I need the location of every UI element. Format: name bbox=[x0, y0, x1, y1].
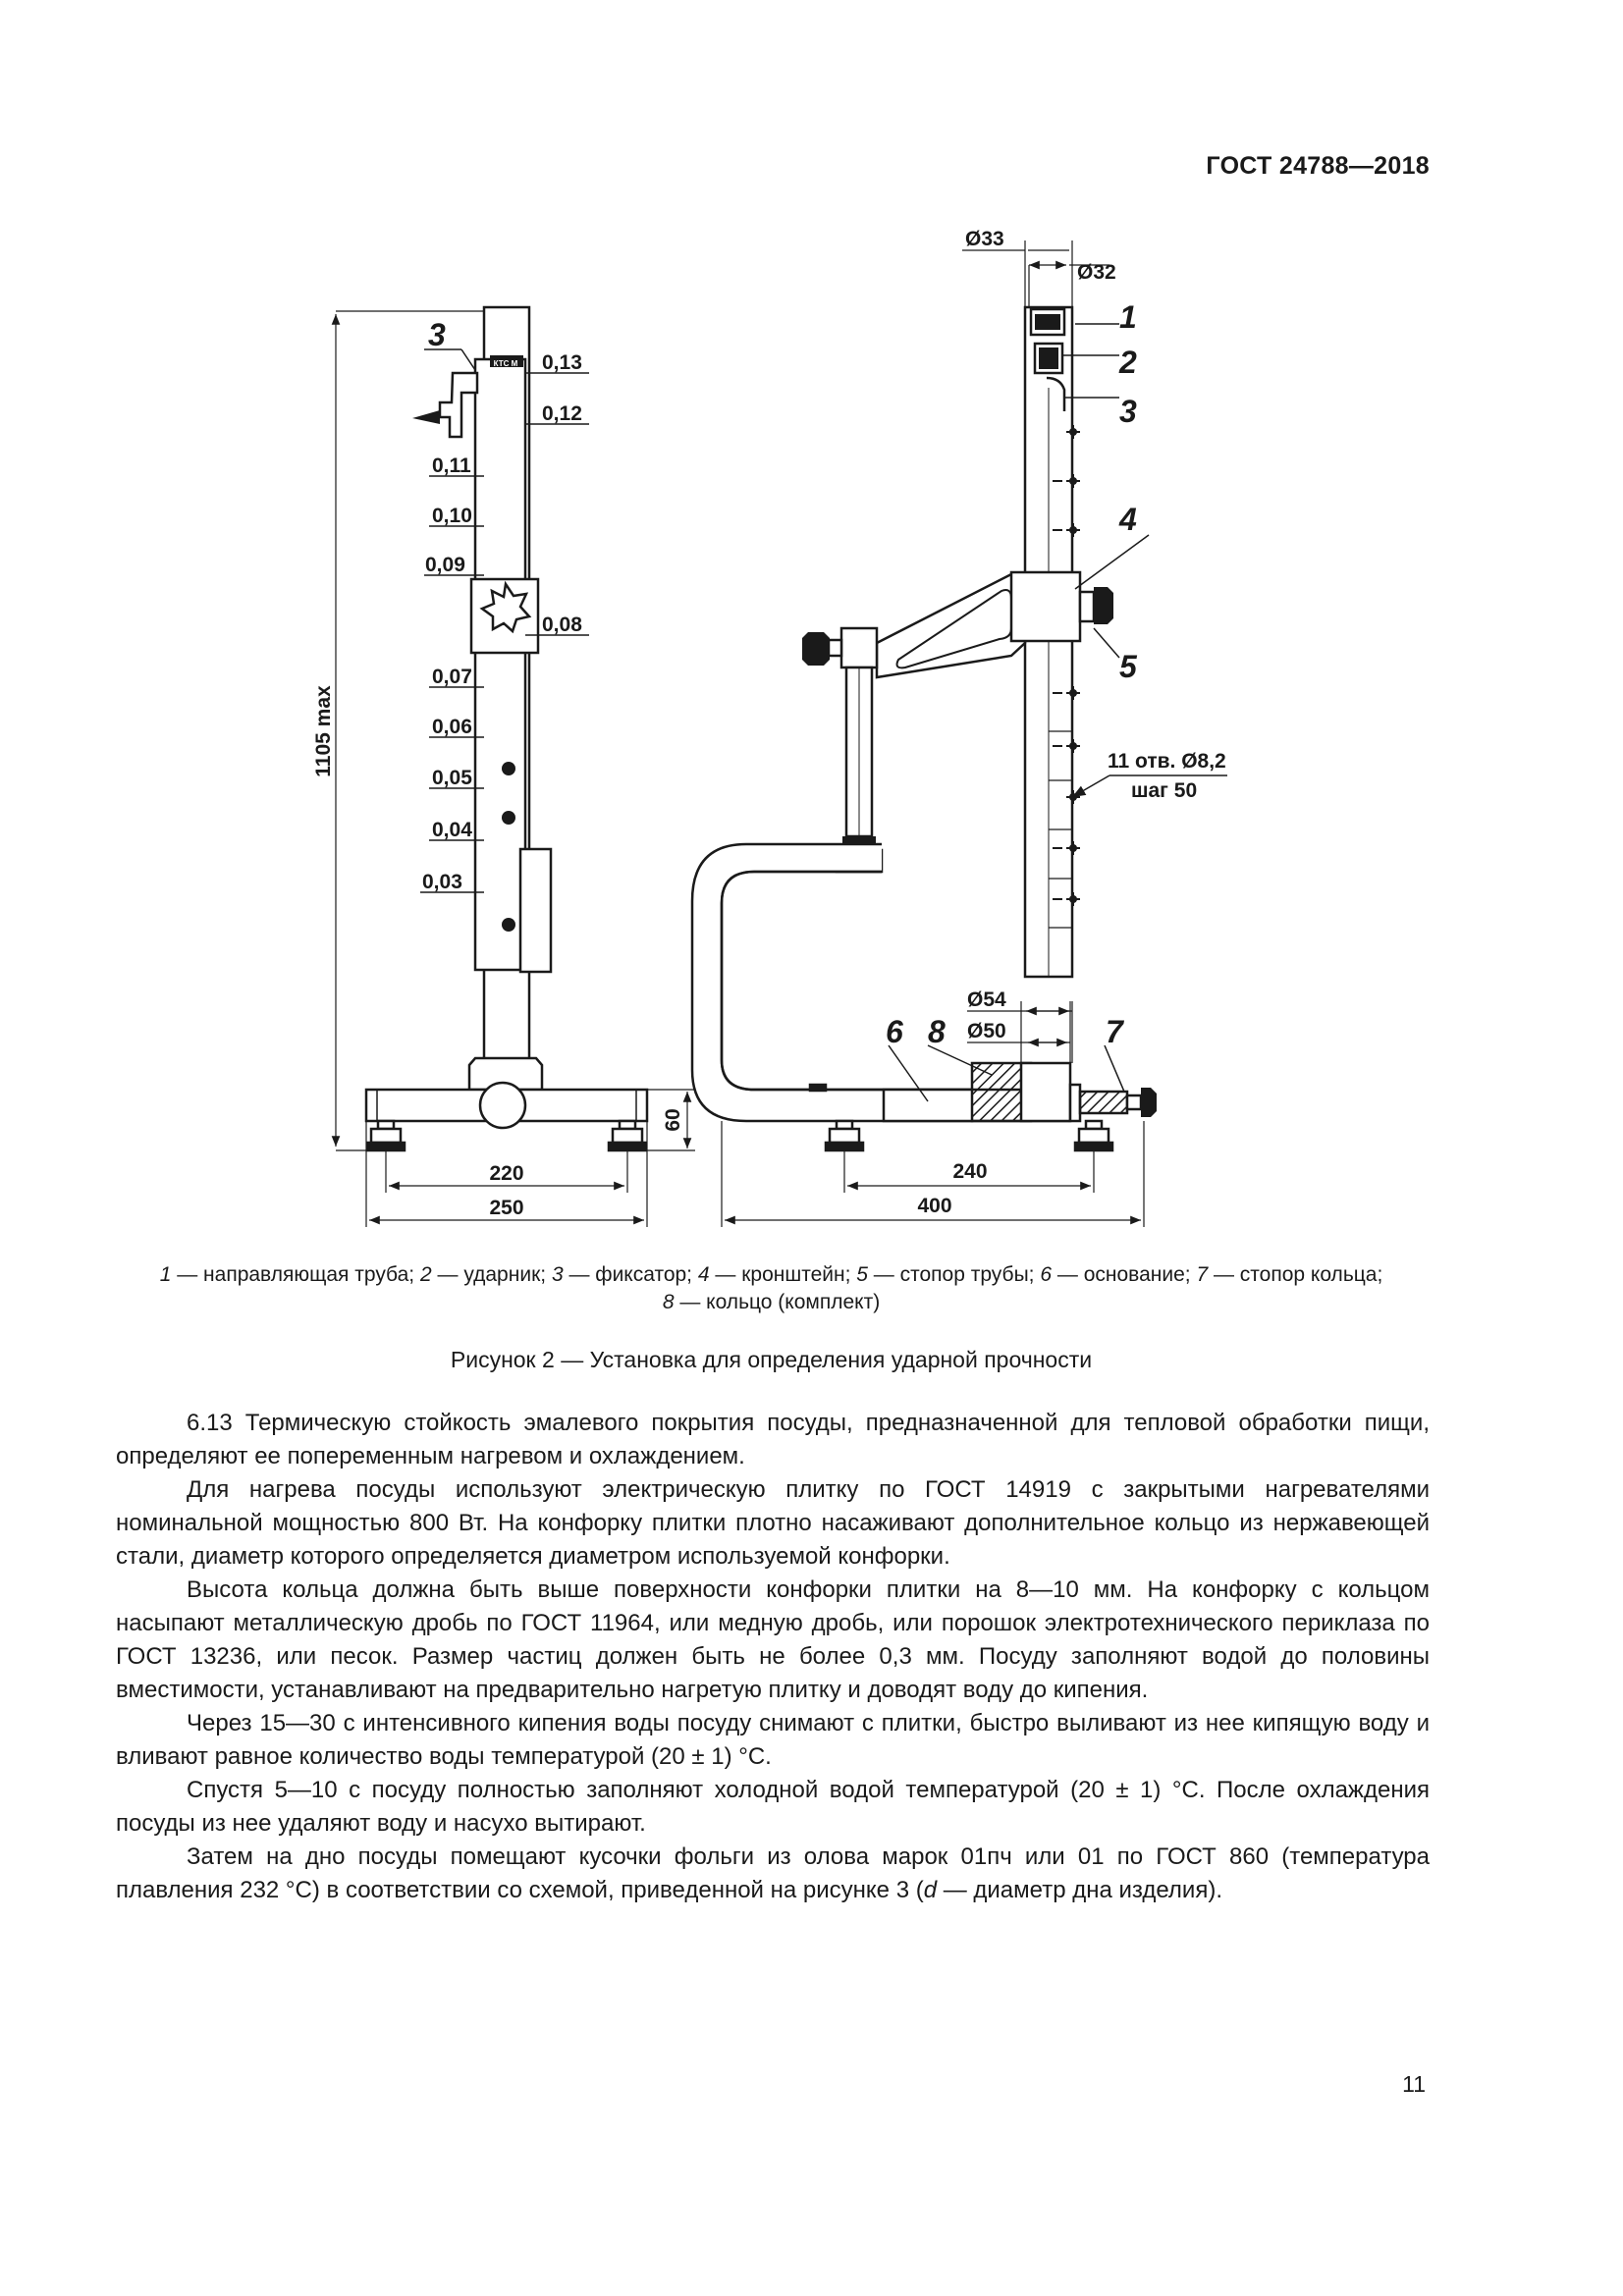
right-dim-400: 400 bbox=[917, 1195, 952, 1217]
legend-num-4: 4 bbox=[697, 1263, 710, 1286]
left-foot-right bbox=[609, 1121, 646, 1150]
legend-num-2: 2 bbox=[419, 1263, 432, 1286]
right-callout-6: 6 bbox=[886, 1014, 903, 1049]
left-scale-lower-sleeve bbox=[520, 849, 551, 972]
scale-0-12: 0,12 bbox=[542, 402, 582, 425]
left-dim-height: 1105 max bbox=[312, 685, 335, 777]
scale-0-04: 0,04 bbox=[432, 819, 472, 841]
scale-0-07: 0,07 bbox=[432, 666, 472, 688]
paragraph-foil-a: Затем на дно посуды помещают кусочки фольги из олова марок 01пч или 01 по ГОСТ 860 (температура плавления 232 °С) в соответствии со схемой, приведенной на рисунке 3 ( bbox=[116, 1843, 1430, 1903]
left-foot-left bbox=[367, 1121, 405, 1150]
paragraph-foil-d: d bbox=[923, 1877, 938, 1903]
figure-caption: Рисунок 2 — Установка для определения ударной прочности bbox=[450, 1347, 1093, 1372]
standard-header: ГОСТ 24788—2018 bbox=[1206, 152, 1430, 180]
legend-text-5: — стопор трубы; bbox=[867, 1263, 1041, 1286]
right-bracket-clamp bbox=[1011, 572, 1080, 641]
scale-0-03: 0,03 bbox=[422, 871, 462, 893]
legend-num-5: 5 bbox=[856, 1263, 868, 1286]
scale-0-13: 0,13 bbox=[542, 351, 582, 374]
right-c-frame bbox=[692, 844, 972, 1121]
right-callout-7: 7 bbox=[1106, 1014, 1123, 1049]
scale-0-09: 0,09 bbox=[425, 554, 465, 576]
legend-num-1: 1 bbox=[159, 1263, 172, 1286]
right-dim-240: 240 bbox=[952, 1160, 988, 1183]
right-holes-pitch: шаг 50 bbox=[1131, 779, 1198, 802]
right-rod-clamp bbox=[841, 628, 877, 667]
left-fixer bbox=[440, 373, 477, 437]
legend-text-3: — фиксатор; bbox=[563, 1263, 698, 1286]
legend-num-6: 6 bbox=[1040, 1263, 1053, 1286]
right-callout-3: 3 bbox=[1119, 394, 1137, 429]
paragraph-cooling: Спустя 5—10 с посуду полностью заполняют холодной водой температурой (20 ± 1) °С. После охлаждения посуды из нее удаляют воду и насухо вытирают. bbox=[116, 1777, 1430, 1837]
legend-text-6: — основание; bbox=[1052, 1263, 1197, 1286]
right-ring-stopper-knob bbox=[1141, 1088, 1157, 1117]
page-number: 11 bbox=[1402, 2071, 1426, 2097]
paragraph-6-13: 6.13 Термическую стойкость эмалевого покрытия посуды, предназначенной для тепловой обработки пищи, определяют ее попеременным нагревом и охлаждением. bbox=[116, 1410, 1430, 1469]
legend-text-2: — ударник; bbox=[431, 1263, 552, 1286]
right-dim-dia-33: Ø33 bbox=[965, 228, 1004, 250]
paragraph-boiling: Через 15—30 с интенсивного кипения воды посуду снимают с плитки, быстро выливают из нее кипящую воду и вливают равное количество воды температурой (20 ± 1) °С. bbox=[116, 1710, 1430, 1770]
legend-text-7: — стопор кольца; bbox=[1208, 1263, 1383, 1286]
right-callout-2: 2 bbox=[1119, 345, 1137, 380]
right-rod-knob bbox=[802, 632, 830, 666]
scale-0-11: 0,11 bbox=[432, 454, 471, 477]
right-callout-1: 1 bbox=[1119, 299, 1137, 335]
paragraph-foil bbox=[116, 1841, 1430, 1907]
right-tube-stopper-knob bbox=[1094, 587, 1113, 624]
paragraph-foil-b: — диаметр дна изделия). bbox=[937, 1877, 1222, 1903]
right-dim-dia-32: Ø32 bbox=[1077, 261, 1116, 284]
left-scale-strip bbox=[475, 359, 525, 970]
legend-num-8: 8 bbox=[662, 1291, 675, 1313]
right-foot-right bbox=[1075, 1121, 1112, 1150]
left-dim-base-height: 60 bbox=[662, 1108, 684, 1132]
scale-0-06: 0,06 bbox=[432, 716, 472, 738]
right-view bbox=[692, 240, 1227, 1227]
left-tube-marking: КТС М bbox=[493, 359, 518, 368]
figure-legend bbox=[116, 1261, 1427, 1316]
left-callout-3: 3 bbox=[428, 317, 446, 352]
paragraph-ring-height: Высота кольца должна быть выше поверхности конфорки плитки на 8—10 мм. На конфорку с кольцом насыпают металлическую дробь по ГОСТ 11964, или медную дробь, или порошок электротехнического периклаза по ГОСТ 13236, или песок. Размер частиц должен быть не более 0,3 мм. Посуду заполняют водой до половины вместимости, устанавливают на предварительно нагретую плитку и доводят воду до кипения. bbox=[116, 1576, 1430, 1703]
scale-0-05: 0,05 bbox=[432, 767, 472, 789]
legend-text-1: — направляющая труба; bbox=[171, 1263, 420, 1286]
scale-0-10: 0,10 bbox=[432, 505, 472, 527]
right-callout-4: 4 bbox=[1119, 502, 1137, 537]
right-holes-note: 11 отв. Ø8,2 bbox=[1108, 750, 1226, 773]
left-dim-220: 220 bbox=[489, 1162, 524, 1185]
right-dim-dia-54: Ø54 bbox=[967, 988, 1006, 1011]
left-view bbox=[336, 307, 695, 1227]
right-ring-stopper bbox=[1080, 1092, 1127, 1113]
right-callout-8: 8 bbox=[928, 1014, 946, 1049]
legend-text-4: — кронштейн; bbox=[709, 1263, 857, 1286]
right-dim-dia-50: Ø50 bbox=[967, 1020, 1006, 1042]
paragraph-heating: Для нагрева посуды используют электрическую плитку по ГОСТ 14919 с закрытыми нагревателями номинальной мощностью 800 Вт. На конфорку плитки плотно насаживают дополнительное кольцо из нержавеющей стали, диаметр которого определяется диаметром используемой конфорки. bbox=[116, 1476, 1430, 1570]
legend-num-3: 3 bbox=[551, 1263, 564, 1286]
right-callout-5: 5 bbox=[1119, 649, 1137, 684]
legend-text-8: — кольцо (комплект) bbox=[674, 1291, 881, 1313]
scale-0-08: 0,08 bbox=[542, 614, 582, 636]
left-dim-250: 250 bbox=[489, 1197, 524, 1219]
body-text bbox=[116, 1407, 1430, 1907]
legend-num-7: 7 bbox=[1196, 1263, 1209, 1286]
